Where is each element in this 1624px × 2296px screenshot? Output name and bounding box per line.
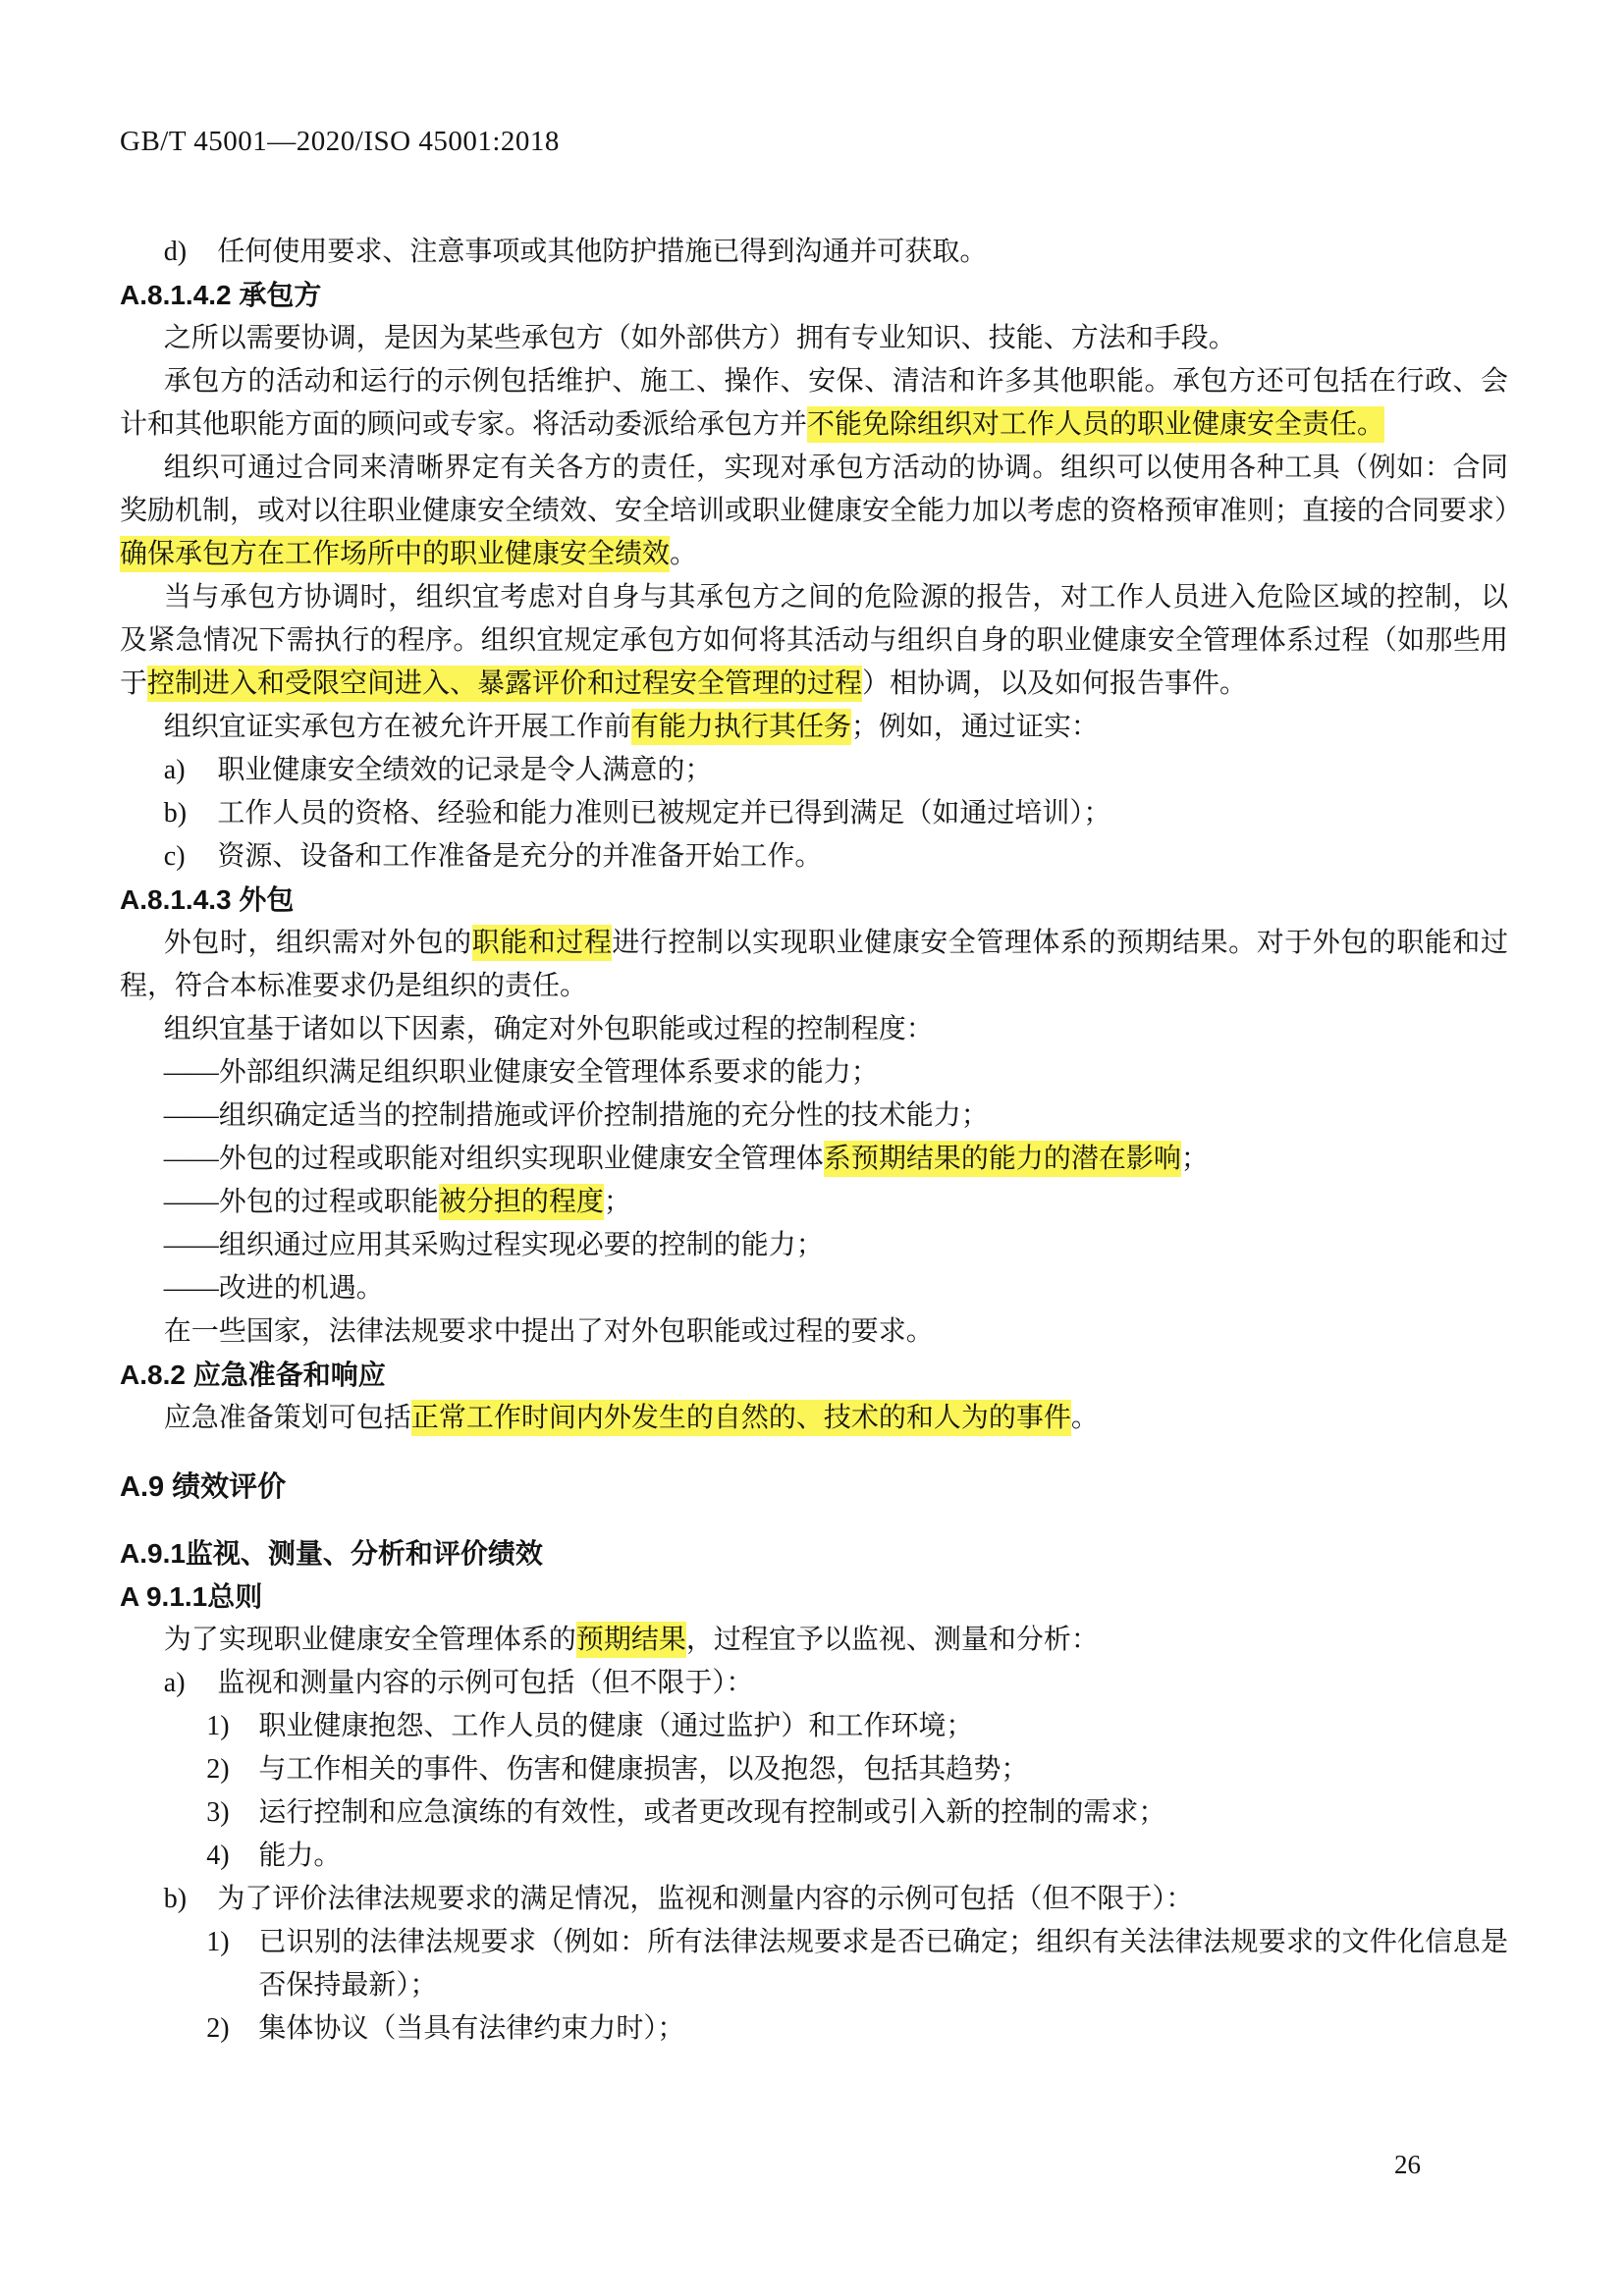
text-run: A.8.1.4.3 外包	[120, 884, 295, 915]
text-run: 当与承包方协调时，组织宜考虑对自身与其承包方之间的危险源的报告，对工作人员进入危险区域的控制，以及紧急情况下需执行的程序。组织宜规定承包方如何将其活动与组织自身的职业健康安全管理体系过程（如那些用于	[120, 582, 1508, 699]
text-run: 资源、设备和工作准备是充分的并准备开始工作。	[217, 841, 823, 872]
paragraph	[120, 1397, 1508, 1440]
list-marker: 3)	[206, 1797, 230, 1828]
dash-list-item	[120, 1138, 1508, 1181]
text-run: ——外包的过程或职能对组织实现职业健康安全管理体	[163, 1144, 824, 1174]
section-heading	[120, 1575, 1508, 1619]
text-run: 。	[670, 539, 698, 569]
text-run: 为了评价法律法规要求的满足情况，监视和测量内容的示例可包括（但不限于）：	[217, 1884, 1194, 1914]
text-run: ；例如，通过证实：	[850, 712, 1099, 742]
list-marker: a)	[163, 1668, 186, 1698]
text-run: ——改进的机遇。	[163, 1273, 384, 1304]
list-item	[120, 749, 1508, 792]
dash-list-item	[120, 1095, 1508, 1138]
list-item	[120, 835, 1508, 879]
highlighted-text: 系预期结果的能力的潜在影响	[824, 1141, 1181, 1177]
text-run: ——组织通过应用其采购过程实现必要的控制的能力；	[163, 1230, 824, 1260]
paragraph	[120, 706, 1508, 749]
dash-list-item	[120, 1051, 1508, 1095]
text-run: A.9 绩效评价	[120, 1471, 287, 1503]
list-marker: d)	[163, 237, 188, 267]
text-run: 与工作相关的事件、伤害和健康损害，以及抱怨，包括其趋势；	[258, 1754, 1029, 1785]
text-run: 应急准备策划可包括	[163, 1403, 411, 1433]
list-item	[120, 1748, 1508, 1791]
dash-list-item	[120, 1224, 1508, 1267]
text-run: A 9.1.1总则	[120, 1581, 263, 1612]
paragraph	[120, 317, 1508, 360]
list-item	[120, 1878, 1508, 1921]
list-item	[120, 1791, 1508, 1835]
paragraph	[120, 447, 1523, 576]
list-marker: 1)	[206, 1927, 230, 1957]
text-run: 工作人员的资格、经验和能力准则已被规定并已得到满足（如通过培训）；	[217, 798, 1111, 828]
text-run: 外包时，组织需对外包的	[163, 928, 472, 958]
list-marker: 4)	[206, 1841, 230, 1871]
list-item	[120, 792, 1508, 835]
list-item	[120, 1705, 1508, 1748]
list-marker: 2)	[206, 1754, 230, 1785]
standard-number-header: GB/T 45001—2020/ISO 45001:2018	[120, 126, 560, 157]
highlighted-text: 确保承包方在工作场所中的职业健康安全绩效	[120, 536, 670, 572]
dash-list-item	[120, 1181, 1508, 1224]
text-run: 运行控制和应急演练的有效性，或者更改现有控制或引入新的控制的需求；	[258, 1797, 1166, 1828]
paragraph	[120, 1310, 1508, 1354]
highlighted-text: 不能免除组织对工作人员的职业健康安全责任。	[807, 406, 1384, 443]
text-run: 监视和测量内容的示例可包括（但不限于）：	[217, 1668, 754, 1698]
text-run: 集体协议（当具有法律约束力时）；	[258, 2013, 685, 2044]
text-run: A.9.1监视、测量、分析和评价绩效	[120, 1538, 543, 1569]
list-marker: b)	[163, 798, 188, 828]
highlighted-text: 被分担的程度	[439, 1184, 604, 1220]
list-marker: a)	[163, 755, 186, 785]
text-run: 承包方的活动和运行的示例包括维护、施工、操作、安保、清洁和许多其他职能。承包方还可包括在行政、会计和其他职能方面的顾问或专家。将活动委派给承包方并	[120, 366, 1508, 440]
paragraph	[120, 922, 1508, 1008]
paragraph	[120, 576, 1508, 706]
list-item	[120, 1835, 1508, 1878]
text-run: 在一些国家，法律法规要求中提出了对外包职能或过程的要求。	[163, 1316, 934, 1347]
list-item	[120, 231, 1508, 274]
text-run: 职业健康安全绩效的记录是令人满意的；	[217, 755, 713, 785]
list-marker: 2)	[206, 2013, 230, 2044]
text-run: 能力。	[258, 1841, 342, 1871]
text-run: 已识别的法律法规要求（例如：所有法律法规要求是否已确定；组织有关法律法规要求的文件化信息是否保持最新）；	[258, 1927, 1508, 2001]
paragraph	[120, 1008, 1508, 1051]
section-heading	[120, 1354, 1508, 1397]
highlighted-text: 有能力执行其任务	[631, 709, 851, 745]
section-heading	[120, 1466, 1508, 1509]
section-heading	[120, 274, 1508, 317]
list-item	[120, 1662, 1508, 1705]
highlighted-text: 预期结果	[576, 1622, 686, 1658]
page-number: 26	[1394, 2150, 1421, 2179]
list-item	[120, 2007, 1508, 2051]
text-run: ；	[1180, 1144, 1209, 1174]
text-run: 为了实现职业健康安全管理体系的	[163, 1625, 576, 1655]
text-run: 。	[1070, 1403, 1099, 1433]
list-item	[120, 1921, 1508, 2007]
text-run: 之所以需要协调，是因为某些承包方（如外部供方）拥有专业知识、技能、方法和手段。	[163, 323, 1236, 353]
highlighted-text: 正常工作时间内外发生的自然的、技术的和人为的事件	[411, 1400, 1071, 1436]
text-run: A.8.1.4.2 承包方	[120, 280, 322, 310]
text-run: 组织宜基于诸如以下因素，确定对外包职能或过程的控制程度：	[163, 1014, 934, 1044]
text-run: 组织宜证实承包方在被允许开展工作前	[163, 712, 631, 742]
text-run: ——外部组织满足组织职业健康安全管理体系要求的能力；	[163, 1057, 879, 1088]
list-marker: b)	[163, 1884, 188, 1914]
section-heading	[120, 879, 1508, 922]
text-run: 职业健康抱怨、工作人员的健康（通过监护）和工作环境；	[258, 1711, 974, 1741]
text-run: ）相协调，以及如何报告事件。	[862, 668, 1248, 699]
text-run: 任何使用要求、注意事项或其他防护措施已得到沟通并可获取。	[217, 237, 988, 267]
highlighted-text: 职能和过程	[472, 925, 613, 961]
paragraph	[120, 1619, 1508, 1662]
dash-list-item	[120, 1267, 1508, 1310]
text-run: ——组织确定适当的控制措施或评价控制措施的充分性的技术能力；	[163, 1100, 989, 1131]
document-body	[120, 231, 1523, 2051]
text-run: 组织可通过合同来清晰界定有关各方的责任，实现对承包方活动的协调。组织可以使用各种工具（例如：合同奖励机制，或对以往职业健康安全绩效、安全培训或职业健康安全能力加以考虑的资格预审准则；直接的合同要求）	[120, 453, 1523, 526]
paragraph	[120, 360, 1508, 447]
text-run: ——外包的过程或职能	[163, 1187, 439, 1217]
highlighted-text: 控制进入和受限空间进入、暴露评价和过程安全管理的过程	[147, 666, 862, 702]
text-run: ，过程宜予以监视、测量和分析：	[685, 1625, 1099, 1655]
document-content	[120, 126, 1523, 2051]
list-marker: 1)	[206, 1711, 230, 1741]
section-heading	[120, 1532, 1508, 1575]
text-run: 进行控制以实现职业健康安全管理体系的预期结果。对于外包的职能和过程，符合本标准要求仍是组织的责任。	[120, 928, 1508, 1001]
text-run: ；	[603, 1187, 631, 1217]
text-run: A.8.2 应急准备和响应	[120, 1360, 386, 1390]
list-marker: c)	[163, 841, 186, 872]
